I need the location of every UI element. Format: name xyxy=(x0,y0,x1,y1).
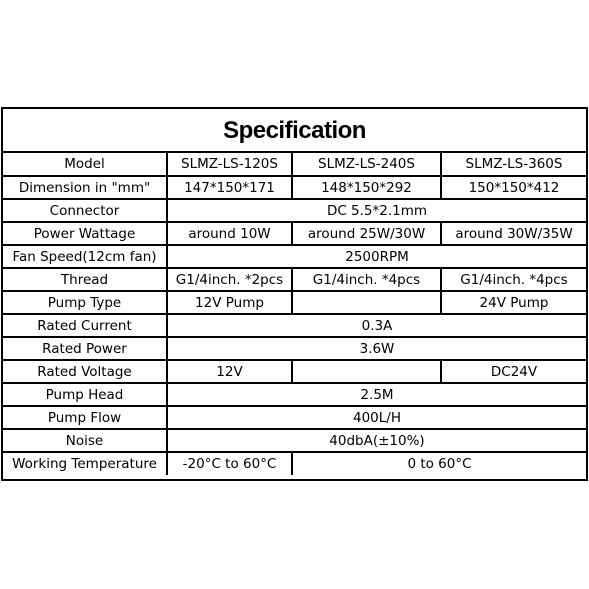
row-label: Pump Flow xyxy=(3,406,167,429)
row-label: Power Wattage xyxy=(3,222,167,245)
cell-dimension-360s: 150*150*412 xyxy=(441,176,586,199)
cell-power-wattage-360s: around 30W/35W xyxy=(441,222,586,245)
cell-pump-type-360s: 24V Pump xyxy=(441,291,586,314)
row-label: Connector xyxy=(3,199,167,222)
table-row-dimension xyxy=(3,176,586,199)
row-label: Rated Voltage xyxy=(3,360,167,383)
cell-pump-type-240s xyxy=(292,291,441,314)
cell-model-360s: SLMZ-LS-360S xyxy=(441,153,586,176)
table-row-noise xyxy=(3,429,586,452)
cell-power-wattage-240s: around 25W/30W xyxy=(292,222,441,245)
table-title: Specification xyxy=(3,109,586,153)
table-row-rated-power xyxy=(3,337,586,360)
cell-model-120s: SLMZ-LS-120S xyxy=(167,153,292,176)
row-label: Thread xyxy=(3,268,167,291)
cell-working-temperature-240s-360s: 0 to 60°C xyxy=(407,456,472,472)
row-label: Pump Head xyxy=(3,383,167,406)
cell-pump-flow: 400L/H xyxy=(167,406,586,429)
cell-thread-120s: G1/4inch. *2pcs xyxy=(167,268,292,291)
cell-working-temperature-120s: -20°C to 60°C xyxy=(167,452,292,475)
cell-fan-speed: 2500RPM xyxy=(167,245,586,268)
table-row-pump-flow xyxy=(3,406,586,429)
cell-pump-type-120s: 12V Pump xyxy=(167,291,292,314)
row-label: Dimension in "mm" xyxy=(3,176,167,199)
table-row-working-temperature xyxy=(3,452,586,475)
table-row-connector xyxy=(3,199,586,222)
specification-table xyxy=(3,153,586,475)
cell-thread-360s: G1/4inch. *4pcs xyxy=(441,268,586,291)
table-row-pump-head xyxy=(3,383,586,406)
row-label: Fan Speed(12cm fan) xyxy=(3,245,167,268)
row-label: Pump Type xyxy=(3,291,167,314)
table-row-pump-type xyxy=(3,291,586,314)
cell-model-240s: SLMZ-LS-240S xyxy=(292,153,441,176)
cell-noise: 40dbA(±10%) xyxy=(167,429,586,452)
table-row-thread xyxy=(3,268,586,291)
row-label: Working Temperature xyxy=(3,452,167,475)
specification-table-frame xyxy=(1,107,588,481)
cell-rated-voltage-240s xyxy=(292,360,441,383)
table-row-rated-current xyxy=(3,314,586,337)
cell-dimension-120s: 147*150*171 xyxy=(167,176,292,199)
table-row-model xyxy=(3,153,586,176)
cell-rated-voltage-120s: 12V xyxy=(167,360,292,383)
row-label: Model xyxy=(3,153,167,176)
row-label: Rated Power xyxy=(3,337,167,360)
row-label: Rated Current xyxy=(3,314,167,337)
cell-pump-head: 2.5M xyxy=(167,383,586,406)
table-row-power-wattage xyxy=(3,222,586,245)
cell-thread-240s: G1/4inch. *4pcs xyxy=(292,268,441,291)
cell-rated-current: 0.3A xyxy=(167,314,586,337)
cell-connector: DC 5.5*2.1mm xyxy=(167,199,586,222)
table-row-rated-voltage xyxy=(3,360,586,383)
cell-rated-voltage-360s: DC24V xyxy=(441,360,586,383)
row-label: Noise xyxy=(3,429,167,452)
table-row-fan-speed xyxy=(3,245,586,268)
cell-dimension-240s: 148*150*292 xyxy=(292,176,441,199)
cell-rated-power: 3.6W xyxy=(167,337,586,360)
cell-power-wattage-120s: around 10W xyxy=(167,222,292,245)
